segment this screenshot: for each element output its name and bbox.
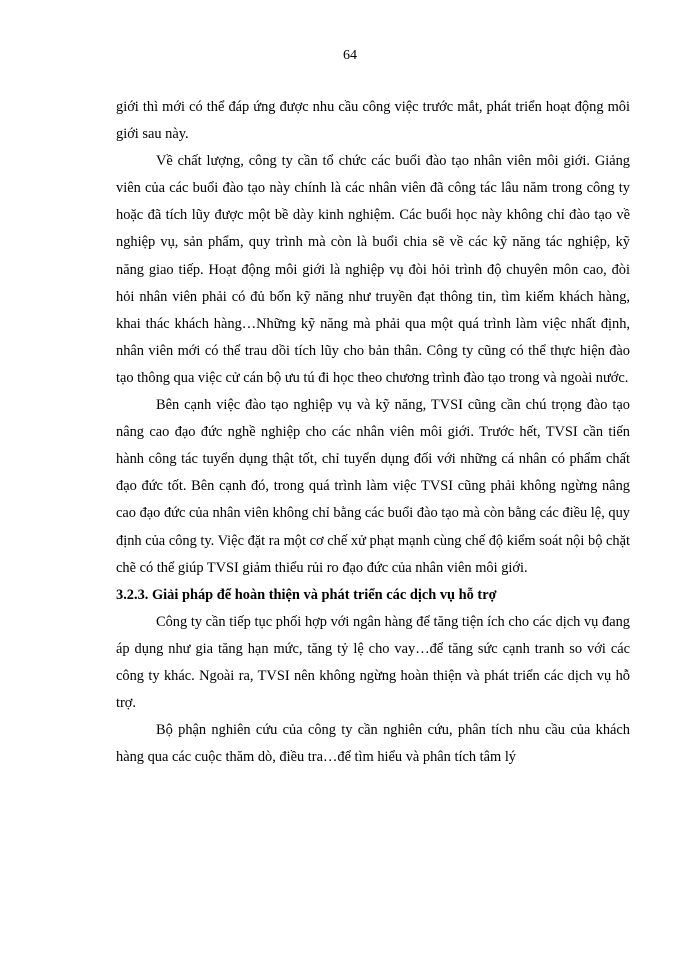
page-body	[116, 94, 630, 771]
section-heading: 3.2.3. Giải pháp để hoàn thiện và phát triển các dịch vụ hỗ trợ	[116, 586, 497, 603]
paragraph-continuation: giới thì mới có thể đáp ứng được nhu cầu công việc trước mắt, phát triển hoạt động môi giới sau này.	[116, 99, 630, 143]
paragraph-training-quality: Về chất lượng, công ty cần tổ chức các buổi đào tạo nhân viên môi giới. Giảng viên của các buổi đào tạo này chính là các nhân viên đã công tác lâu năm trong công ty hoặc đã tích lũy được một bề dày kinh nghiệm. Các buổi học này không chỉ đào tạo về nghiệp vụ, sản phẩm, quy trình mà còn là buổi chia sẽ về các kỹ năng tác nghiệp, kỹ năng giao tiếp. Hoạt động môi giới là nghiệp vụ đòi hỏi trình độ chuyên môn cao, đòi hỏi nhân viên phải có đủ bốn kỹ năng như truyền đạt thông tin, tìm kiếm khách hàng, khai thác khách hàng…Những kỹ năng mà phải qua một quá trình làm việc nhất định, nhân viên mới có thể trau dồi tích lũy cho bản thân. Công ty cũng có thể thực hiện đào tạo thông qua việc cử cán bộ ưu tú đi học theo chương trình đào tạo trong và ngoài nước.	[116, 153, 630, 386]
page-number: 64	[343, 48, 357, 63]
paragraph-ethics-training: Bên cạnh việc đào tạo nghiệp vụ và kỹ năng, TVSI cũng cần chú trọng đào tạo nâng cao đạo đức nghề nghiệp cho các nhân viên môi giới. Trước hết, TVSI cần tiến hành công tác tuyển dụng thật tốt, chỉ tuyển dụng đối với những cá nhân có phẩm chất đạo đức tốt. Bên cạnh đó, trong quá trình làm việc TVSI cũng phải không ngừng nâng cao đạo đức của nhân viên không chỉ bằng các buổi đào tạo mà còn bằng các điều lệ, quy định của công ty. Việc đặt ra một cơ chế xử phạt mạnh cùng chế độ kiểm soát nội bộ chặt chẽ có thể giúp TVSI giảm thiểu rủi ro đạo đức của nhân viên môi giới.	[116, 397, 630, 576]
paragraph-bank-cooperation: Công ty cần tiếp tục phối hợp với ngân hàng để tăng tiện ích cho các dịch vụ đang áp dụng như gia tăng hạn mức, tăng tỷ lệ cho vay…để tăng sức cạnh tranh so với các công ty khác. Ngoài ra, TVSI nên không ngừng hoàn thiện và phát triển các dịch vụ hỗ trợ.	[116, 613, 630, 712]
paragraph-research-department: Bộ phận nghiên cứu của công ty cần nghiên cứu, phân tích nhu cầu của khách hàng qua các cuộc thăm dò, điều tra…để tìm hiểu và phân tích tâm lý	[116, 722, 630, 766]
